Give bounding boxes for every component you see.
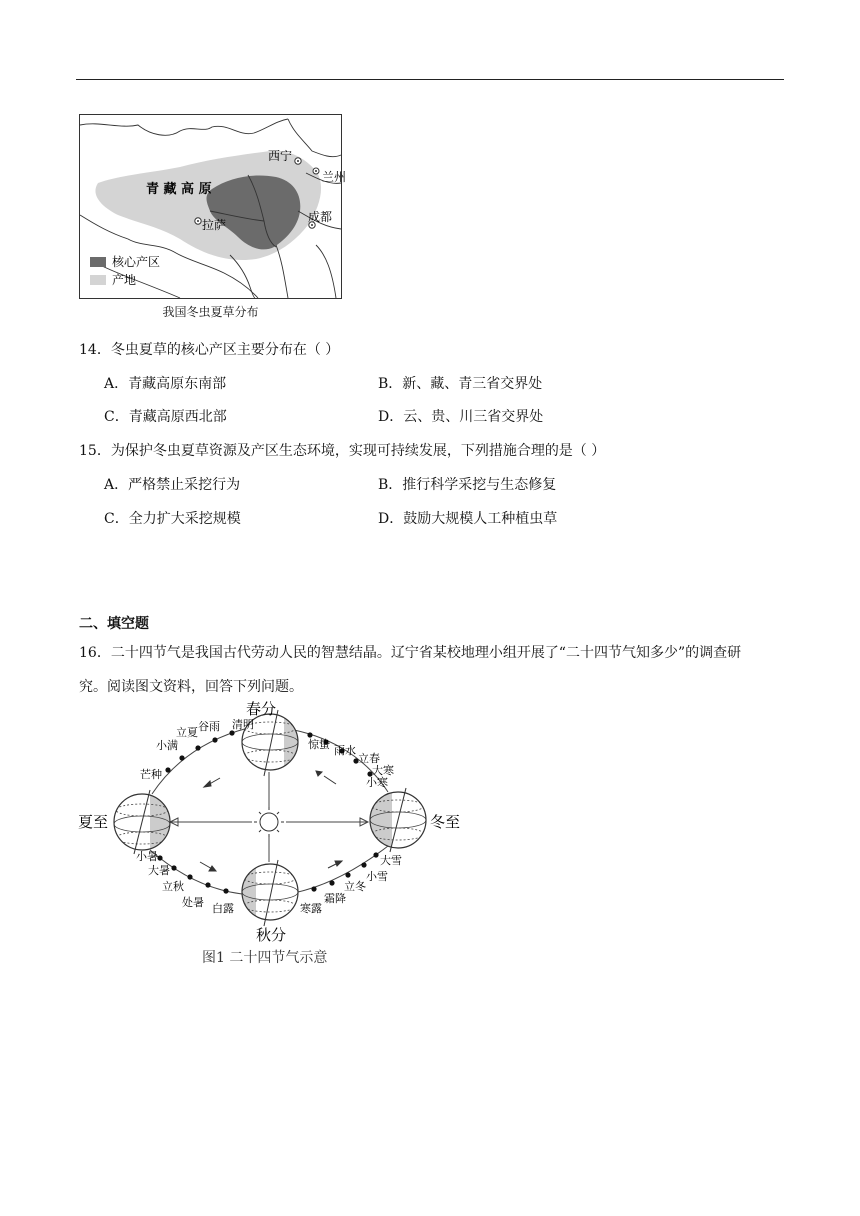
cordyceps-distribution-map — [79, 114, 347, 299]
term-daxue: 大雪 — [380, 854, 402, 867]
q14-option-d[interactable]: D．云、贵、川三省交界处 — [378, 409, 544, 425]
term-jingzhe: 惊蛰 — [308, 738, 330, 751]
spring-equinox-label: 春分 — [246, 700, 277, 718]
term-liqiu: 立秋 — [162, 880, 184, 893]
q14-option-b[interactable]: B．新、藏、青三省交界处 — [378, 376, 543, 392]
term-hanlu: 寒露 — [300, 902, 322, 915]
plateau-label: 青 藏 高 原 — [146, 182, 212, 197]
sun-icon — [254, 807, 284, 837]
legend-area-label: 产地 — [112, 273, 137, 287]
question-15-stem: 15．为保护冬虫夏草资源及产区生态环境，实现可持续发展，下列措施合理的是（ ） — [79, 443, 606, 459]
term-lixia: 立夏 — [176, 726, 198, 739]
map-caption: 我国冬虫夏草分布 — [162, 305, 259, 319]
question-14-stem: 14．冬虫夏草的核心产区主要分布在（ ） — [79, 342, 340, 358]
legend-core-swatch — [90, 257, 106, 267]
term-lichun: 立春 — [358, 752, 380, 765]
q15-option-c[interactable]: C．全力扩大采挖规模 — [104, 511, 241, 527]
term-xiaoshu: 小暑 — [136, 850, 158, 863]
term-dahan: 大寒 — [372, 764, 394, 777]
term-guyu: 谷雨 — [198, 720, 220, 733]
term-xiaoman: 小满 — [156, 739, 178, 752]
term-qingming: 清明 — [232, 718, 254, 731]
lhasa-label: 拉萨 — [202, 218, 227, 232]
summer-globe — [114, 790, 174, 854]
legend-area-swatch — [90, 275, 106, 285]
term-shuangjiang: 霜降 — [324, 892, 346, 905]
term-bailu: 白露 — [212, 902, 234, 915]
winter-globe — [370, 788, 426, 852]
xining-label: 西宁 — [268, 149, 293, 163]
q16-line-2: 究。阅读图文资料，回答下列问题。 — [79, 679, 303, 695]
legend-core-label: 核心产区 — [112, 255, 161, 269]
term-yushui: 雨水 — [334, 744, 356, 757]
q14-option-a[interactable]: A．青藏高原东南部 — [104, 376, 227, 392]
figure-caption: 图1 二十四节气示意 — [202, 950, 328, 966]
q15-option-d[interactable]: D．鼓励大规模人工种植虫草 — [378, 511, 558, 527]
lanzhou-label: 兰州 — [322, 170, 347, 184]
section-heading: 二、填空题 — [79, 616, 149, 632]
autumn-equinox-label: 秋分 — [256, 926, 287, 944]
term-lidong: 立冬 — [344, 880, 366, 893]
term-chushu: 处暑 — [182, 896, 204, 909]
term-xiaohan: 小寒 — [366, 776, 388, 789]
q16-line-1: 16．二十四节气是我国古代劳动人民的智慧结晶。辽宁省某校地理小组开展了“二十四节气知多少”的调查研 — [79, 645, 742, 661]
summer-solstice-label: 夏至 — [78, 813, 109, 831]
term-xiaoxue: 小雪 — [366, 870, 388, 883]
autumn-globe — [242, 860, 298, 926]
q15-option-b[interactable]: B．推行科学采挖与生态修复 — [378, 477, 557, 493]
chengdu-label: 成都 — [308, 210, 333, 224]
solar-terms-diagram — [70, 702, 470, 972]
q14-option-c[interactable]: C．青藏高原西北部 — [104, 409, 227, 425]
header-rule — [76, 79, 784, 80]
term-mangzhong: 芒种 — [140, 768, 162, 781]
term-dashu: 大暑 — [148, 864, 170, 877]
winter-solstice-label: 冬至 — [430, 813, 461, 831]
q15-option-a[interactable]: A．严格禁止采挖行为 — [104, 477, 241, 493]
